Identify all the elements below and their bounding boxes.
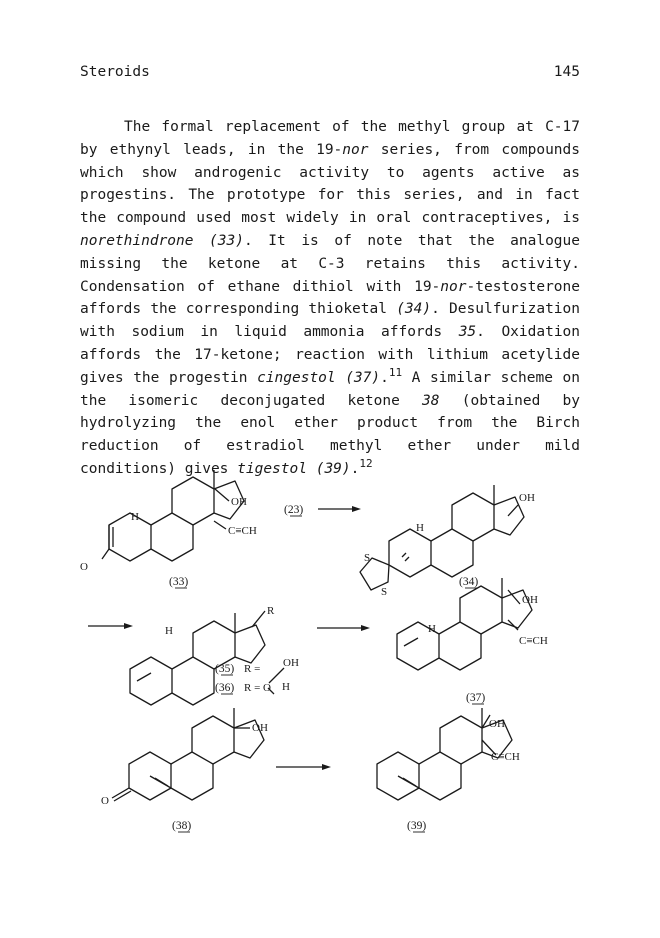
label-ethynyl: C≡CH [228,525,257,537]
compound-number-33: (33) [169,576,189,588]
label-r: R [267,605,275,617]
italic-ref-37: (37) [345,369,381,386]
label-sulfur: S [381,586,388,598]
reaction-arrow-4 [276,764,331,770]
label-oh: OH [489,718,505,730]
reaction-arrow-1 [318,506,361,512]
text-span: series, from compounds which show androgenic activity to agents active as progestins. The prototype for this series, and in fact the compound used most widely in oral contraceptives, is [80,141,580,227]
text-span: . Oxidation affords the 17-ketone; reaction with lithium acetylide gives the progestin [80,324,581,386]
r-definition-36: R = O [244,682,271,694]
text-span: . [380,369,389,386]
label-h: H [416,522,424,534]
italic-ref-38: 38 [422,392,440,409]
text-span: -testosterone affords the corresponding thioketal [80,278,580,318]
r-definition-35: R = [244,663,261,675]
label-h: H [282,681,290,693]
label-h: H [131,511,139,523]
compound-number-38: (38) [172,820,192,832]
compound-number-39: (39) [407,820,427,832]
body-paragraph [80,116,580,481]
label-sulfur: S [364,552,371,564]
italic-nor: nor [440,278,467,295]
label-ethynyl: C≡CH [491,751,520,763]
reference-23: (23) [284,504,304,516]
reaction-arrow-2 [88,623,133,629]
label-ketone-o: O [101,795,109,807]
text-span: The formal replacement of the methyl group at C-17 by ethynyl leads, in the 19- [80,119,580,158]
italic-norethindrone: norethindrone (33) [80,232,244,249]
reaction-scheme-figure [0,470,660,840]
text-span: . Desulfurization with sodium in liquid ammonia affords [80,301,580,341]
text-span: A similar scheme on the isomeric deconjugated ketone [80,369,580,409]
label-h: H [165,625,173,637]
text-span: . [350,460,360,477]
running-title: Steroids [80,64,150,80]
structure-38 [101,708,268,832]
italic-ref-35: 35 [458,324,477,341]
reaction-arrow-3 [317,625,370,631]
italic-cingestol: cingestol [257,369,336,386]
page-number: 145 [553,64,580,80]
citation-12: 12 [359,456,373,470]
label-oh: OH [522,594,538,606]
label-oh: OH [519,492,535,504]
structure-39 [377,708,520,832]
italic-tigestol: tigestol (39) [237,460,351,477]
compound-number-37: (37) [466,692,486,704]
label-ethynyl: C≡CH [519,635,548,647]
italic-ref-34: (34) [396,301,432,318]
italic-nor: nor [342,141,369,158]
label-oh: OH [252,722,268,734]
citation-11: 11 [388,365,403,379]
structure-34 [360,485,535,598]
running-head [80,64,580,80]
compound-number-36: (36) [215,682,235,694]
label-oh: OH [231,496,247,508]
structure-35-36 [130,605,299,705]
structure-33 [80,470,257,588]
compound-number-35: (35) [215,663,235,675]
label-h: H [428,623,436,635]
text-span: . It is of note that the analogue missing the ketone at C-3 retains this activity. Condensation of ethane dithiol with 19- [80,232,580,295]
label-oh: OH [283,657,299,669]
structure-37 [397,578,548,704]
compound-number-34: (34) [459,576,479,588]
label-ketone-o: O [80,561,88,573]
text-span: (obtained by hydrolyzing the enol ether product from the Birch reduction of estradiol methyl ether under mild conditions) gives [80,392,580,477]
